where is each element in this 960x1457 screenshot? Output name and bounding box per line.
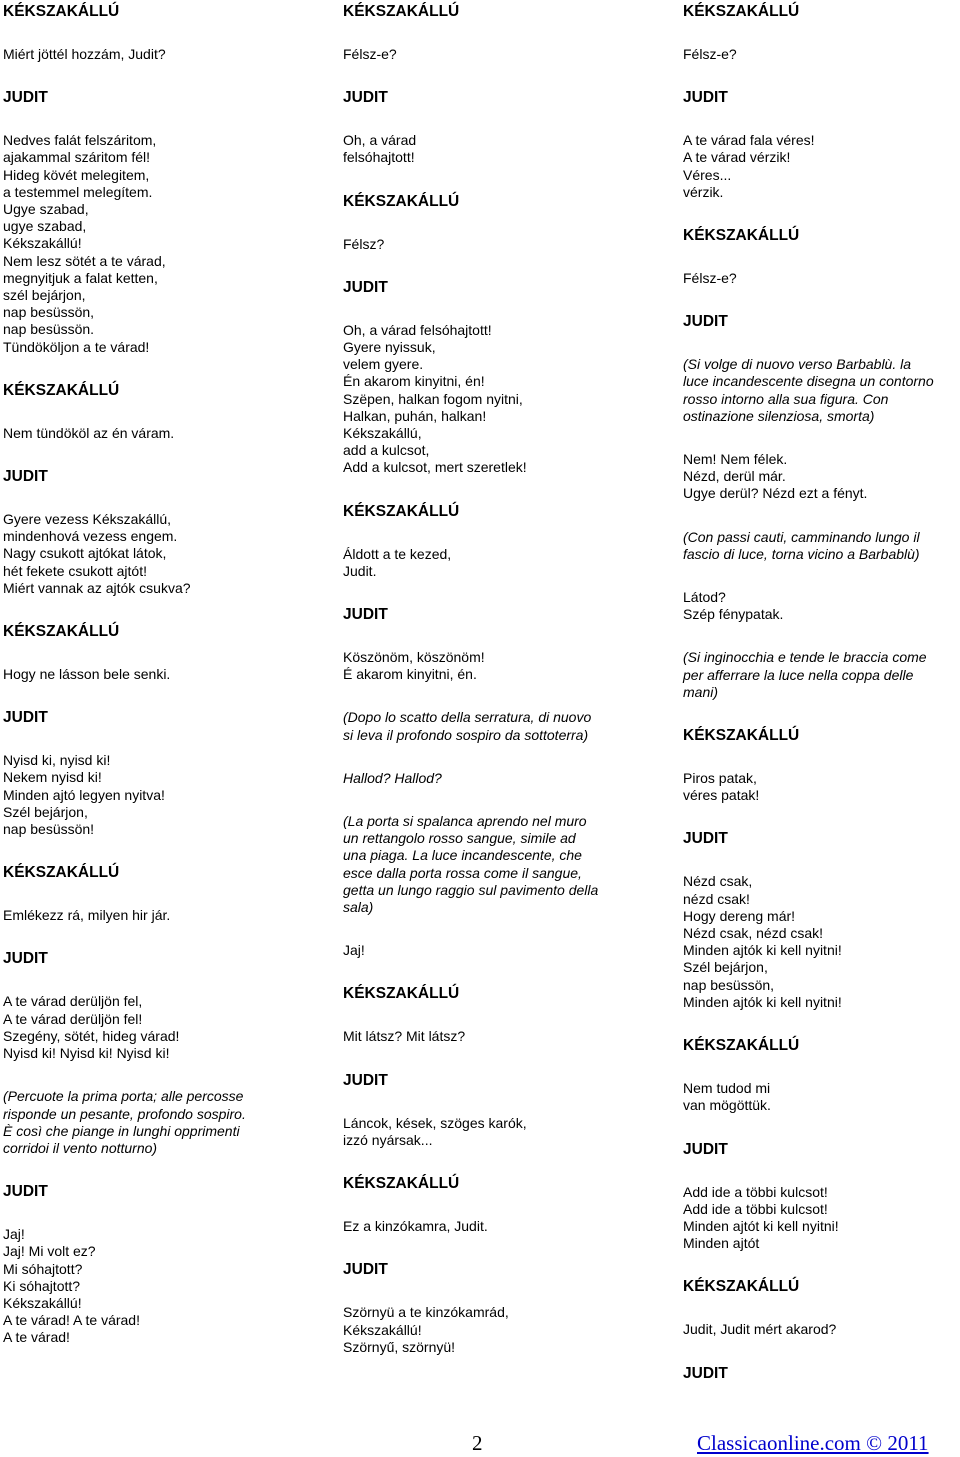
verse-block xyxy=(343,1028,663,1045)
verse-line: mindenhová vezess engem. xyxy=(3,528,178,545)
verse-line: Hogy dereng már! xyxy=(683,907,796,924)
speaker-name: JUDIT xyxy=(343,1261,388,1279)
verse-line: Jaj! Mi volt ez? xyxy=(3,1243,96,1260)
verse-line: Oh, a várad xyxy=(343,132,417,149)
verse-block xyxy=(343,1115,663,1149)
verse-line: Hideg kövét melegitem, xyxy=(3,166,150,183)
verse-line: Gyere vezess Kékszakállú, xyxy=(3,511,172,528)
verse-block xyxy=(343,942,663,959)
speaker-name: JUDIT xyxy=(683,1140,728,1158)
verse-line: Szörnyü a te kinzókamrád, xyxy=(343,1304,509,1321)
verse-line: per afferrare la luce nella coppa delle xyxy=(683,666,914,683)
verse-line: Nem tündököl az én váram. xyxy=(3,424,175,441)
speaker-name: KÉKSZAKÁLLÚ xyxy=(3,381,120,399)
speaker-name: JUDIT xyxy=(343,89,388,107)
verse-line: Nyisd ki, nyisd ki! xyxy=(3,752,111,769)
verse-line: Félsz-e? xyxy=(683,270,737,287)
verse-line: Látod? xyxy=(683,589,726,606)
verse-block xyxy=(3,907,323,924)
verse-block xyxy=(683,270,958,287)
verse-line: sala) xyxy=(343,899,374,916)
speaker-name: KÉKSZAKÁLLÚ xyxy=(683,3,800,20)
verse-line: Hogy ne lásson bele senki. xyxy=(3,666,171,683)
verse-line: Félsz-e? xyxy=(343,46,397,62)
speaker-name: JUDIT xyxy=(3,950,48,968)
speaker-name: KÉKSZAKÁLLÚ xyxy=(343,502,460,520)
verse-block xyxy=(683,46,958,63)
verse-block xyxy=(3,132,323,356)
verse-line: si leva il profondo sospiro da sottoterra) xyxy=(343,726,589,743)
verse-line: Gyere nyissuk, xyxy=(343,339,436,356)
verse-block xyxy=(683,589,958,623)
speaker-name: KÉKSZAKÁLLÚ xyxy=(683,1278,800,1296)
verse-line: Kékszakállú! xyxy=(3,1294,82,1311)
speaker-name: KÉKSZAKÁLLÚ xyxy=(343,1175,460,1193)
verse-line: Kékszakállú, xyxy=(343,425,422,442)
verse-line: Jaj! xyxy=(343,942,365,959)
stage-direction xyxy=(683,529,958,563)
verse-line: Szörnyű, szörnyü! xyxy=(343,1338,456,1355)
verse-line: corridoi il vento notturno) xyxy=(3,1139,158,1156)
speaker-name: JUDIT xyxy=(343,278,388,296)
verse-line: Add a kulcsot, mert szeretlek! xyxy=(343,459,527,476)
verse-line: Nagy csukott ajtókat látok, xyxy=(3,545,167,562)
speaker-name: JUDIT xyxy=(683,830,728,848)
verse-block xyxy=(683,1184,958,1253)
verse-line: izzó nyársak... xyxy=(343,1131,433,1148)
verse-block xyxy=(343,1304,663,1356)
speaker-name: KÉKSZAKÁLLÚ xyxy=(683,227,800,245)
verse-line: A te várad derüljön fel! xyxy=(3,1010,143,1027)
verse-block xyxy=(3,425,323,442)
speaker-name: KÉKSZAKÁLLÚ xyxy=(683,727,800,745)
verse-line: Miért jöttél hozzám, Judit? xyxy=(3,46,166,62)
verse-line: A te várad derüljön fel, xyxy=(3,993,143,1010)
verse-line: A te várad! A te várad! xyxy=(3,1312,140,1329)
verse-line: Félsz? xyxy=(343,235,385,252)
verse-block xyxy=(343,546,663,580)
verse-block xyxy=(343,46,663,63)
verse-line: Ki sóhajtott? xyxy=(3,1277,81,1294)
verse-line: Ez a kinzókamra, Judit. xyxy=(343,1218,488,1235)
verse-line: Judit. xyxy=(343,562,377,579)
verse-line: (Percuote la prima porta; alle percosse xyxy=(3,1088,244,1105)
verse-line: Szëpen, halkan fogom nyitni, xyxy=(343,390,523,407)
verse-line: Nem tudod mi xyxy=(683,1080,771,1097)
verse-line: Hallod? Hallod? xyxy=(343,769,442,786)
speaker-name: KÉKSZAKÁLLÚ xyxy=(683,1037,800,1055)
verse-block xyxy=(683,1321,958,1338)
verse-block xyxy=(343,132,663,166)
verse-line: Judit, Judit mért akarod? xyxy=(683,1321,837,1338)
verse-line: nap besüssön, xyxy=(683,976,775,993)
speaker-name: KÉKSZAKÁLLÚ xyxy=(343,3,460,20)
verse-line: A te várad vérzik! xyxy=(683,149,791,166)
speaker-name: JUDIT xyxy=(683,313,728,331)
verse-line: velem gyere. xyxy=(343,356,424,373)
verse-line: Szél bejárjon, xyxy=(3,803,88,820)
verse-line: A te várad! xyxy=(3,1329,70,1346)
verse-line: Add ide a többi kulcsot! xyxy=(683,1183,828,1200)
verse-line: Mit látsz? Mit látsz? xyxy=(343,1028,466,1045)
speaker-name: KÉKSZAKÁLLÚ xyxy=(3,864,120,882)
verse-line: ajakammal száritom fél! xyxy=(3,149,151,166)
verse-line: Oh, a várad felsóhajtott! xyxy=(343,321,492,338)
verse-line: megnyitjuk a falat ketten, xyxy=(3,269,158,286)
verse-block xyxy=(3,46,323,63)
stage-direction xyxy=(3,1088,323,1157)
verse-block xyxy=(683,873,958,1011)
libretto-column-1 xyxy=(3,3,323,1373)
verse-line: Áldott a te kezed, xyxy=(343,545,452,562)
verse-block xyxy=(343,1218,663,1235)
speaker-name: JUDIT xyxy=(683,89,728,107)
verse-line: Mi sóhajtott? xyxy=(3,1260,83,1277)
verse-line: Ugye derül? Nézd ezt a fényt. xyxy=(683,485,868,502)
verse-line: Nedves falát felszáritom, xyxy=(3,132,157,149)
verse-line: Láncok, kések, szöges karók, xyxy=(343,1114,527,1131)
verse-line: Köszönöm, köszönöm! xyxy=(343,649,485,666)
stage-direction xyxy=(343,709,663,743)
verse-line: rosso intorno alla sua figura. Con xyxy=(683,390,889,407)
verse-line: Minden ajtót ki kell nyitni! xyxy=(683,1217,839,1234)
verse-line: Nézd csak, nézd csak! xyxy=(683,925,824,942)
speaker-name: KÉKSZAKÁLLÚ xyxy=(3,3,120,20)
stage-direction xyxy=(683,649,958,701)
verse-line: getta un lungo raggio sul pavimento della xyxy=(343,881,599,898)
verse-line: hét fekete csukott ajtót! xyxy=(3,562,147,579)
verse-line: É akarom kinyitni, én. xyxy=(343,666,477,683)
verse-line: (Dopo lo scatto della serratura, di nuovo xyxy=(343,709,592,726)
verse-line: Minden ajtó legyen nyitva! xyxy=(3,786,165,803)
speaker-name: JUDIT xyxy=(3,89,48,107)
verse-line: véres patak! xyxy=(683,787,760,804)
speaker-name: JUDIT xyxy=(683,1364,728,1382)
verse-block xyxy=(343,236,663,253)
verse-line: ostinazione silenziosa, smorta) xyxy=(683,407,875,424)
verse-line: nézd csak! xyxy=(683,890,750,907)
verse-line: Emlékezz rá, milyen hir jár. xyxy=(3,907,171,924)
speaker-name: KÉKSZAKÁLLÚ xyxy=(343,192,460,210)
verse-line: felsóhajtott! xyxy=(343,149,415,166)
verse-line: una piaga. La luce incandescente, che xyxy=(343,847,582,864)
libretto-column-2 xyxy=(343,3,663,1382)
verse-line: Nézd csak, xyxy=(683,873,753,890)
verse-line: Véres... xyxy=(683,166,732,183)
stage-direction xyxy=(343,813,663,916)
verse-line: luce incandescente disegna un contorno xyxy=(683,373,934,390)
verse-line: (La porta si spalanca aprendo nel muro xyxy=(343,813,587,830)
verse-line: Én akarom kinyitni, én! xyxy=(343,373,485,390)
verse-line: Minden ajtók ki kell nyitni! xyxy=(683,942,842,959)
verse-line: A te várad fala véres! xyxy=(683,132,815,149)
verse-line: Minden ajtók ki kell nyitni! xyxy=(683,993,842,1010)
verse-block xyxy=(3,1226,323,1346)
verse-line: nap besüssön, xyxy=(3,304,95,321)
verse-line: vérzik. xyxy=(683,183,724,200)
verse-line: (Con passi cauti, camminando lungo il xyxy=(683,528,920,545)
verse-line: add a kulcsot, xyxy=(343,442,430,459)
verse-line: Nyisd ki! Nyisd ki! Nyisd ki! xyxy=(3,1045,170,1062)
verse-block xyxy=(343,322,663,477)
verse-line: Kékszakállú! xyxy=(343,1321,422,1338)
verse-line: risponde un pesante, profondo sospiro. xyxy=(3,1105,246,1122)
page-number: 2 xyxy=(472,1431,483,1455)
speaker-name: JUDIT xyxy=(3,709,48,727)
verse-line: (Si volge di nuovo verso Barbablù. la xyxy=(683,356,912,373)
verse-line: Jaj! xyxy=(3,1226,25,1243)
verse-line: Szél bejárjon, xyxy=(683,959,768,976)
verse-block xyxy=(683,1080,958,1114)
verse-line: È così che piange in lunghi opprimenti xyxy=(3,1122,240,1139)
verse-line: Nem lesz sötét a te várad, xyxy=(3,252,166,269)
speaker-name: KÉKSZAKÁLLÚ xyxy=(3,623,120,641)
verse-line: Nézd, derül már. xyxy=(683,468,786,485)
verse-line: nap besüssön. xyxy=(3,321,95,338)
verse-block xyxy=(683,132,958,201)
verse-block xyxy=(683,770,958,804)
verse-line: fascio di luce, torna vicino a Barbablù) xyxy=(683,545,920,562)
speaker-name: JUDIT xyxy=(3,468,48,486)
verse-line: Nekem nyisd ki! xyxy=(3,769,102,786)
verse-line: Kékszakállú! xyxy=(3,235,82,252)
verse-line: esce dalla porta rossa come il sangue, xyxy=(343,864,582,881)
verse-line: (Si inginocchia e tende le braccia come xyxy=(683,649,927,666)
verse-line: Minden ajtót xyxy=(683,1235,760,1252)
speaker-name: JUDIT xyxy=(343,1071,388,1089)
verse-line: Ugye szabad, xyxy=(3,201,89,218)
verse-block xyxy=(3,511,323,597)
verse-line: Add ide a többi kulcsot! xyxy=(683,1200,828,1217)
stage-direction xyxy=(683,356,958,425)
verse-block xyxy=(3,752,323,838)
verse-line: un rettangolo rosso sangue, simile ad xyxy=(343,830,576,847)
verse-line: mani) xyxy=(683,683,719,700)
verse-line: Szép fénypatak. xyxy=(683,606,784,623)
speaker-name: JUDIT xyxy=(343,606,388,624)
verse-block xyxy=(3,993,323,1062)
verse-block xyxy=(3,666,323,683)
verse-line: Szegény, sötét, hideg várad! xyxy=(3,1027,180,1044)
verse-line: a testemmel melegítem. xyxy=(3,183,153,200)
verse-line: Piros patak, xyxy=(683,770,757,787)
verse-line: ugye szabad, xyxy=(3,218,87,235)
site-link[interactable]: Classicaonline.com © 2011 xyxy=(697,1431,929,1455)
verse-block xyxy=(683,451,958,503)
verse-line: Tündököljon a te várad! xyxy=(3,338,150,355)
verse-line: Halkan, puhán, halkan! xyxy=(343,407,487,424)
speaker-name: KÉKSZAKÁLLÚ xyxy=(343,985,460,1003)
verse-line: Miért vannak az ajtók csukva? xyxy=(3,579,191,596)
verse-block xyxy=(343,649,663,683)
stage-direction xyxy=(343,770,663,787)
verse-line: Félsz-e? xyxy=(683,46,737,62)
speaker-name: JUDIT xyxy=(3,1183,48,1201)
libretto-column-3 xyxy=(683,3,958,1408)
verse-line: szél bejárjon, xyxy=(3,287,86,304)
verse-line: Nem! Nem félek. xyxy=(683,451,788,468)
verse-line: nap besüssön! xyxy=(3,821,95,838)
verse-line: van mögöttük. xyxy=(683,1097,771,1114)
